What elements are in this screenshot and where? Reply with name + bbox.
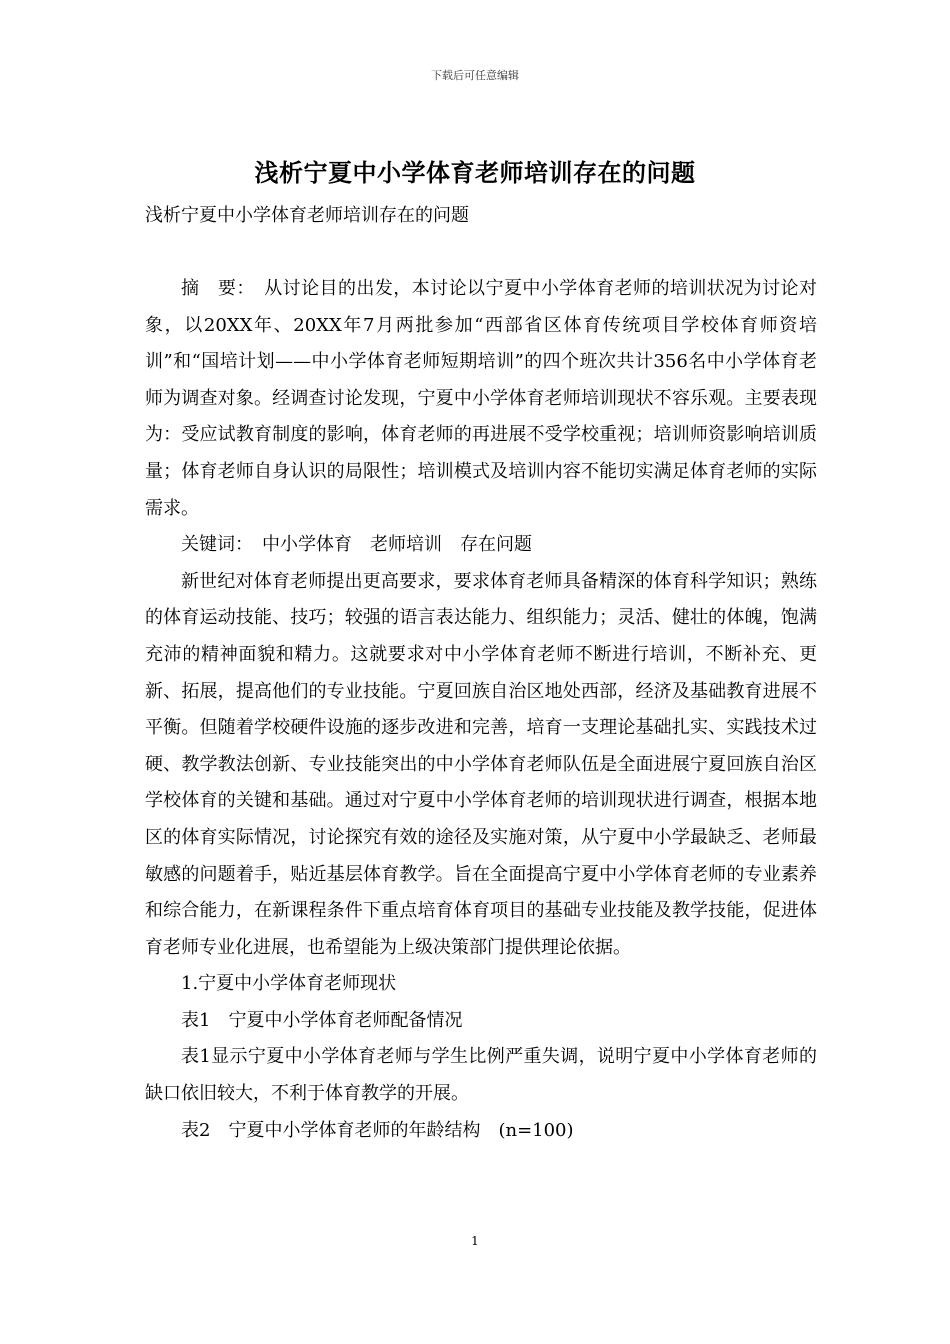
page-number: 1	[471, 1234, 479, 1248]
table-description-paragraph: 表1显示宁夏中小学体育老师与学生比例严重失调，说明宁夏中小学体育老师的缺口依旧较大，不利于体育教学的开展。	[145, 1046, 817, 1105]
document-subtitle: 浅析宁夏中小学体育老师培训存在的问题	[145, 205, 469, 226]
table-caption: 表2 宁夏中小学体育老师的年龄结构 (n=100)	[181, 1119, 574, 1141]
document-title: 浅析宁夏中小学体育老师培训存在的问题	[254, 158, 696, 187]
section-heading: 1.宁夏中小学体育老师现状	[181, 973, 397, 995]
keywords-paragraph: 关键词： 中小学体育 老师培训 存在问题	[181, 534, 532, 556]
abstract-paragraph: 摘 要： 从讨论目的出发，本讨论以宁夏中小学体育老师的培训状况为讨论对象，以20XX年、20XX年7月两批参加“西部省区体育传统项目学校体育师资培训”和“国培计划——中小学体育老师短期培训”的四个班次共计356名中小学体育老师为调查对象。经调查讨论发现，宁夏中小学体育老师培训现状不容乐观。主要表现为：受应试教育制度的影响，体育老师的再进展不受学校重视；培训师资影响培训质量；体育老师自身认识的局限性；培训模式及培训内容不能切实满足体育老师的实际需求。	[145, 278, 817, 519]
introduction-paragraph: 新世纪对体育老师提出更高要求，要求体育老师具备精深的体育科学知识；熟练的体育运动技能、技巧；较强的语言表达能力、组织能力；灵活、健壮的体魄，饱满充沛的精神面貌和精力。这就要求对中小学体育老师不断进行培训，不断补充、更新、拓展，提高他们的专业技能。宁夏回族自治区地处西部，经济及基础教育进展不平衡。但随着学校硬件设施的逐步改进和完善，培育一支理论基础扎实、实践技术过硬、教学教法创新、专业技能突出的中小学体育老师队伍是全面进展宁夏回族自治区学校体育的关键和基础。通过对宁夏中小学体育老师的培训现状进行调查，根据本地区的体育实际情况，讨论探究有效的途径及实施对策，从宁夏中小学最缺乏、老师最敏感的问题着手，贴近基层体育教学。旨在全面提高宁夏中小学体育老师的专业素养和综合能力，在新课程条件下重点培育体育项目的基础专业技能及教学技能，促进体育老师专业化进展，也希望能为上级决策部门提供理论依据。	[145, 570, 817, 958]
page-header-note: 下载后可任意编辑	[431, 69, 519, 82]
document-body	[145, 271, 817, 1149]
table-caption: 表1 宁夏中小学体育老师配备情况	[181, 1009, 463, 1031]
